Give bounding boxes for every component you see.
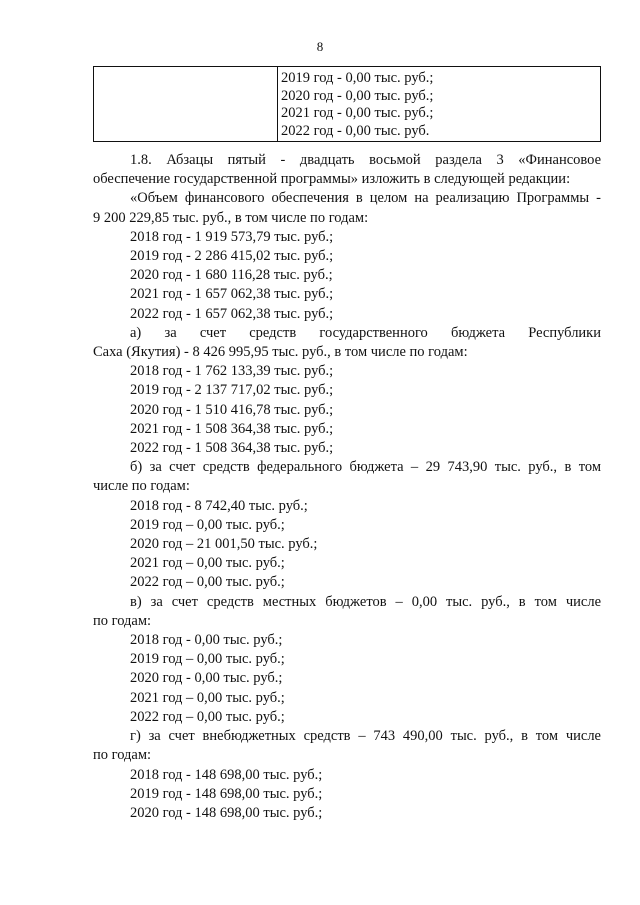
year-line: 2022 год - 1 657 062,38 тыс. руб.; — [130, 305, 334, 322]
section-a-line-1: а) за счет средств государственного бюджета Республики — [130, 324, 601, 341]
year-line: 2018 год - 148 698,00 тыс. руб.; — [130, 766, 323, 783]
year-line: 2022 год - 1 508 364,38 тыс. руб.; — [130, 440, 334, 457]
page-number: 8 — [316, 39, 324, 54]
paragraph-1-line-1: 1.8. Абзацы пятый - двадцать восьмой раздела 3 «Финансовое — [130, 152, 601, 168]
table-line: 2020 год - 0,00 тыс. руб.; — [281, 87, 434, 104]
section-b-line-2: числе по годам: — [93, 478, 190, 495]
table-cell-years — [278, 67, 600, 141]
year-line: 2021 год - 1 657 062,38 тыс. руб.; — [130, 286, 334, 303]
document-body — [93, 151, 601, 823]
year-line: 2019 год - 148 698,00 тыс. руб.; — [130, 785, 323, 802]
table-line: 2021 год - 0,00 тыс. руб.; — [281, 105, 434, 121]
section-g-line-2: по годам: — [93, 747, 152, 764]
year-line: 2018 год - 8 742,40 тыс. руб.; — [130, 497, 308, 514]
year-line: 2022 год – 0,00 тыс. руб.; — [130, 574, 285, 591]
paragraph-1-line-2: обеспечение государственной программы» изложить в следующей редакции: — [93, 171, 571, 188]
year-line: 2018 год - 1 919 573,79 тыс. руб.; — [130, 228, 334, 245]
year-line: 2022 год – 0,00 тыс. руб.; — [130, 708, 285, 725]
section-v-line-2: по годам: — [93, 612, 152, 629]
section-v-line-1: в) за счет средств местных бюджетов – 0,00 тыс. руб., в том числе — [130, 593, 601, 610]
year-line: 2019 год - 2 137 717,02 тыс. руб.; — [130, 382, 334, 399]
year-line: 2021 год – 0,00 тыс. руб.; — [130, 689, 285, 706]
year-line: 2019 год – 0,00 тыс. руб.; — [130, 651, 285, 668]
year-line: 2018 год - 1 762 133,39 тыс. руб.; — [130, 363, 334, 380]
table-line: 2022 год - 0,00 тыс. руб. — [281, 122, 430, 139]
section-g-line-1: г) за счет внебюджетных средств – 743 490,00 тыс. руб., в том числе — [130, 728, 601, 745]
year-line: 2021 год - 1 508 364,38 тыс. руб.; — [130, 420, 334, 437]
paragraph-2-line-1: «Объем финансового обеспечения в целом на реализацию Программы - — [130, 190, 601, 207]
table-line: 2019 год - 0,00 тыс. руб.; — [281, 70, 434, 86]
paragraph-2-line-2: 9 200 229,85 тыс. руб., в том числе по годам: — [93, 209, 369, 226]
year-line: 2020 год - 1 680 116,28 тыс. руб.; — [130, 267, 333, 284]
year-line: 2020 год - 1 510 416,78 тыс. руб.; — [130, 401, 334, 418]
year-line: 2018 год - 0,00 тыс. руб.; — [130, 632, 283, 649]
year-line: 2020 год - 148 698,00 тыс. руб.; — [130, 804, 323, 821]
table-cell-empty — [94, 67, 278, 141]
year-line: 2019 год - 2 286 415,02 тыс. руб.; — [130, 248, 334, 265]
year-line: 2020 год – 21 001,50 тыс. руб.; — [130, 536, 318, 553]
section-b-line-1: б) за счет средств федерального бюджета – 29 743,90 тыс. руб., в том — [130, 459, 601, 476]
year-line: 2020 год - 0,00 тыс. руб.; — [130, 670, 283, 687]
year-line: 2021 год – 0,00 тыс. руб.; — [130, 555, 285, 572]
section-a-line-2: Саха (Якутия) - 8 426 995,95 тыс. руб., в том числе по годам: — [93, 344, 468, 361]
funding-table — [93, 66, 601, 142]
year-line: 2019 год – 0,00 тыс. руб.; — [130, 516, 285, 533]
